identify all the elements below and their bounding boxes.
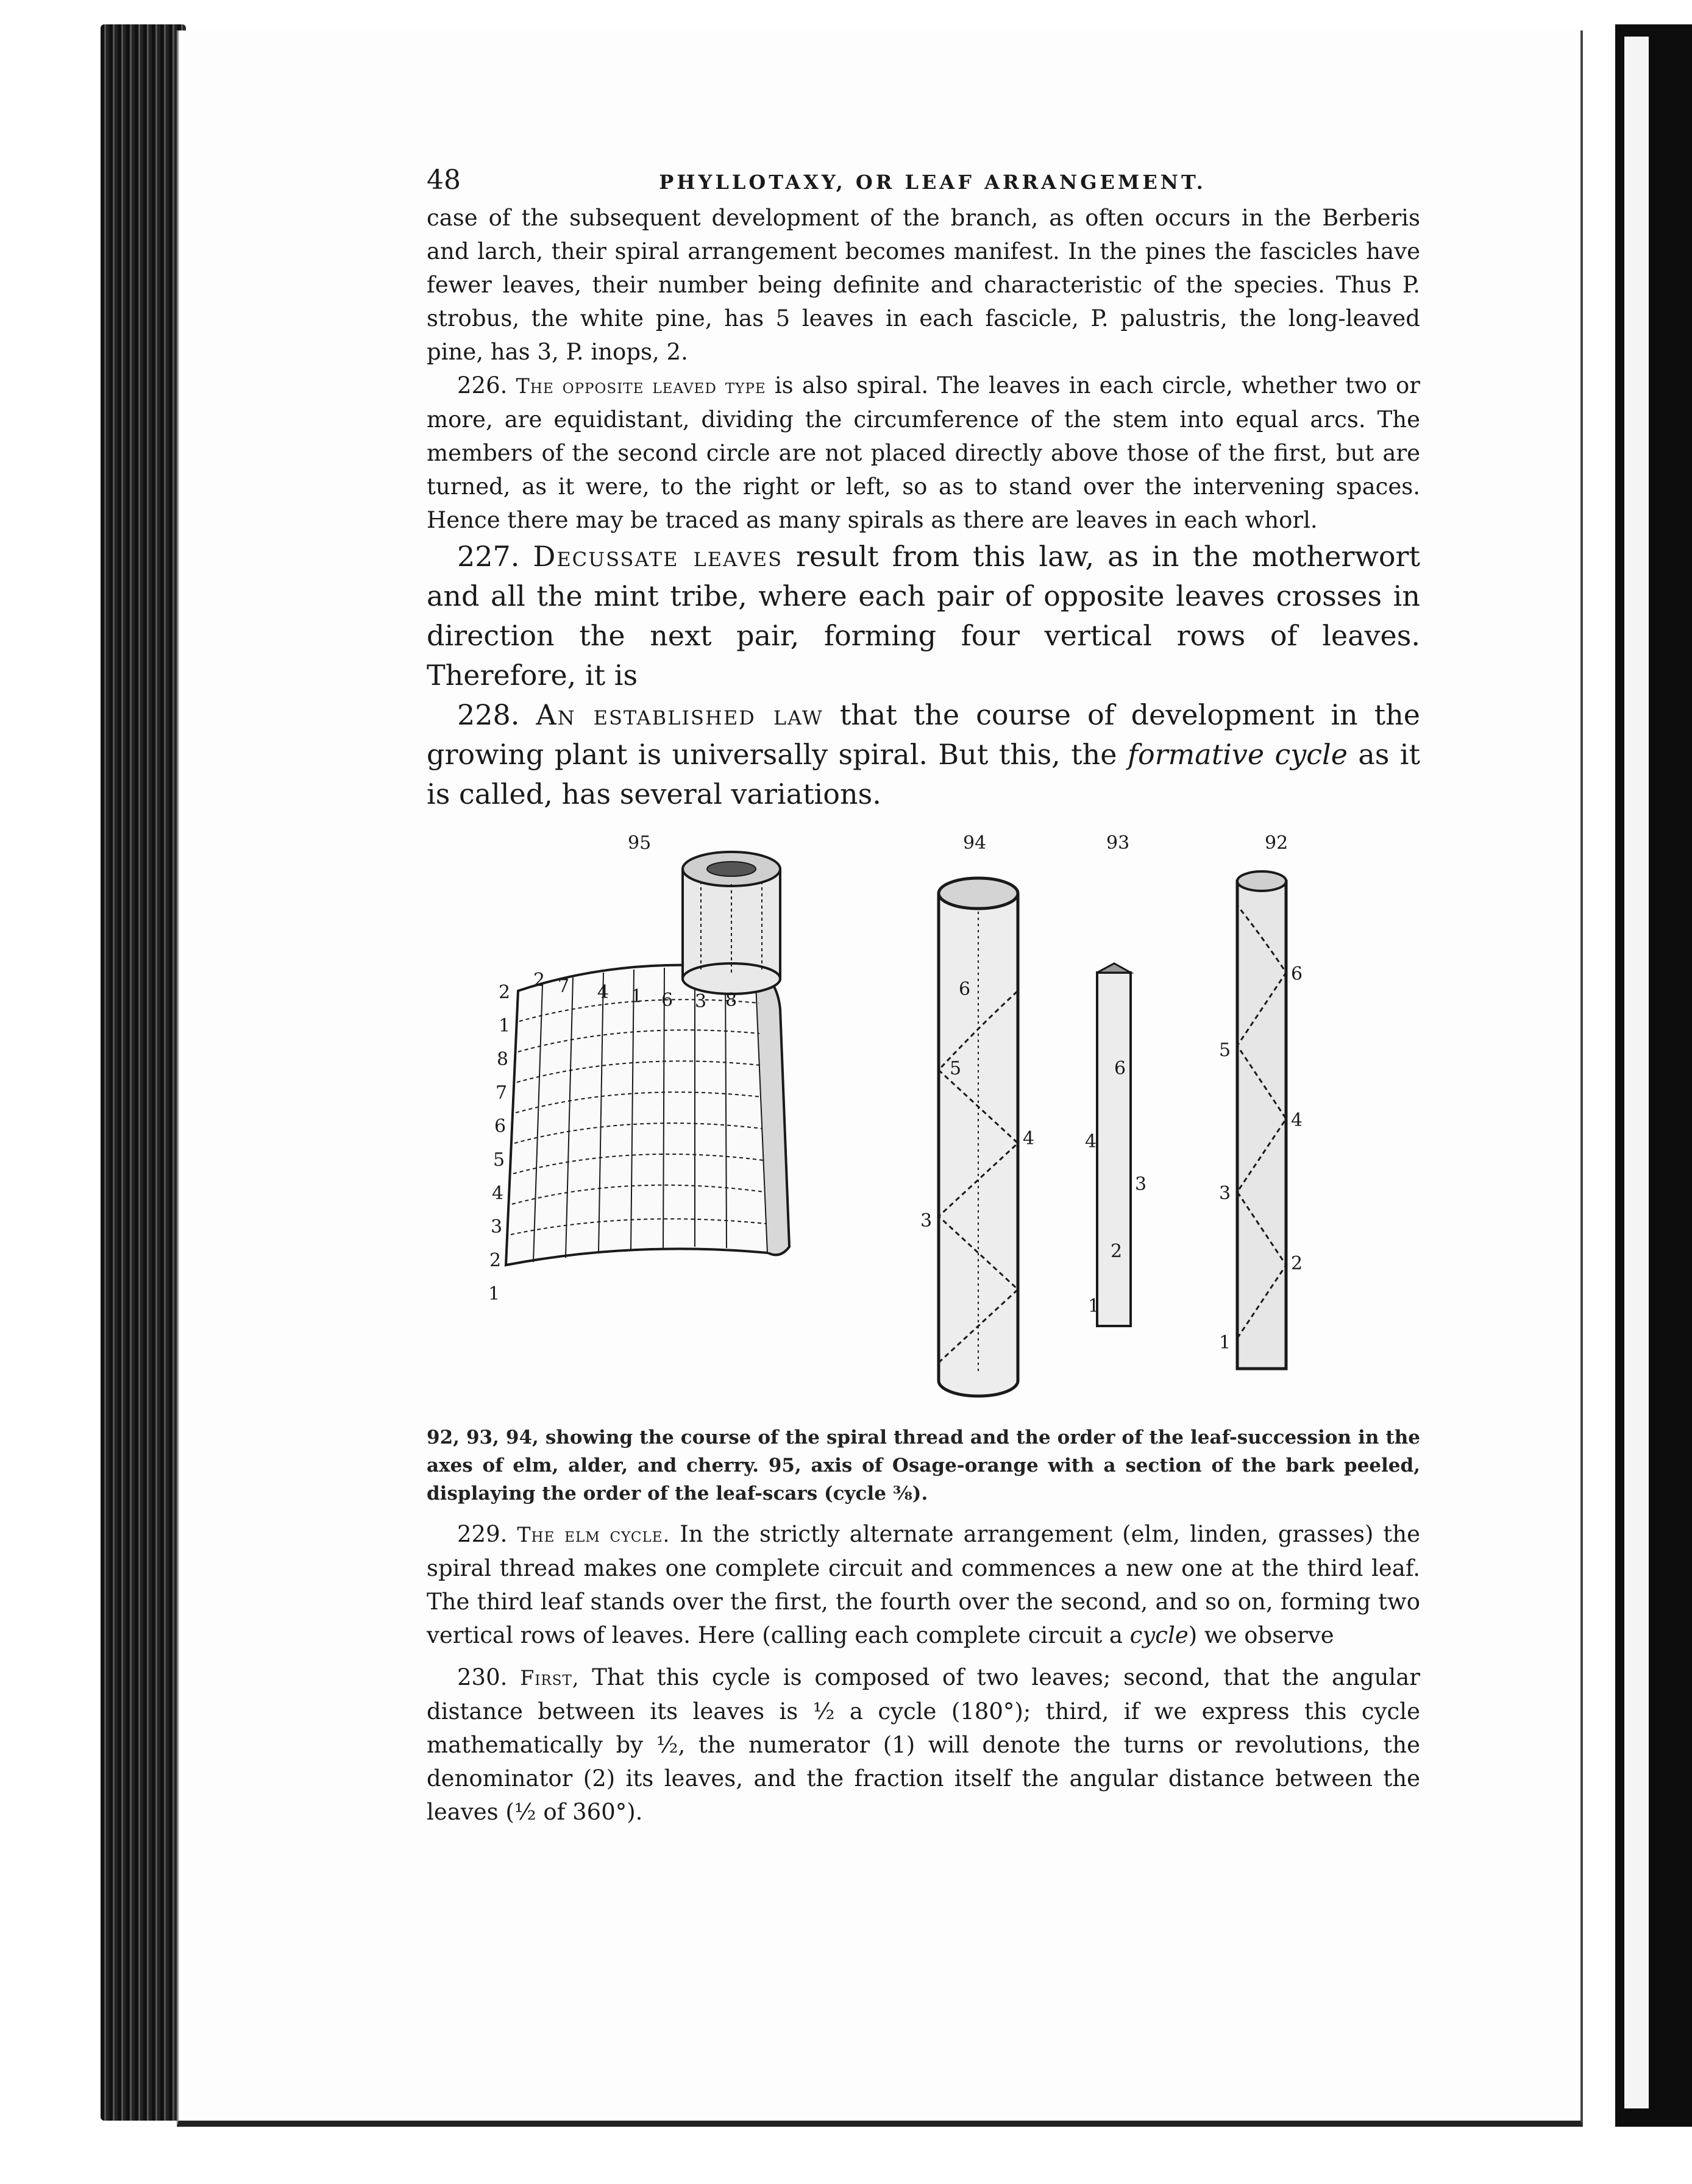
fig95-number: 6 [494, 1116, 507, 1137]
fig94-number: 5 [950, 1058, 962, 1079]
fig95-number: 7 [496, 1082, 508, 1104]
page-number: 48 [427, 165, 461, 196]
section-text: result from this law, as in the motherwort and all the mint tribe, where each pair of opposite leaves crosses in direction the next pair, forming four vertical rows of leaves. Therefore, it is [427, 540, 1420, 692]
fig92-number: 6 [1291, 963, 1303, 985]
fig95-number: 2 [499, 982, 511, 1003]
section-number: 229. [457, 1521, 508, 1547]
paragraph-226 [427, 369, 1420, 537]
fig93-number: 3 [1135, 1174, 1147, 1195]
fig95-number: 8 [725, 990, 738, 1011]
fig95-number: 3 [491, 1216, 503, 1238]
section-heading: An established law [536, 698, 823, 731]
fig95-number: 3 [695, 991, 707, 1012]
facing-page-strip [1624, 37, 1649, 2108]
fig93-number: 1 [1088, 1296, 1100, 1317]
figure-label-92: 92 [1265, 832, 1289, 854]
scan-margin-left [0, 0, 110, 2184]
figure-label-93: 93 [1106, 832, 1130, 854]
section-heading: The elm cycle. [517, 1523, 670, 1547]
section-text: as it is called, has several variations. [427, 738, 1420, 810]
book-spine-edge [101, 24, 186, 2121]
paragraph-intro: case of the subsequent development of the branch, as often occurs in the Berberis and larch, their spiral arrangement becomes manifest. In the pines the fascicles have fewer leaves, their number being definite and characteristic of the species. Thus P. strobus, the white pine, has 5 leaves in each fascicle, P. palustris, the long-leaved pine, has 3, P. inops, 2. [427, 205, 1420, 365]
fig95-number: 5 [493, 1149, 505, 1171]
section-text: ) we observe [1188, 1622, 1334, 1648]
fig92-number: 5 [1219, 1040, 1231, 1061]
italic-term: formative cycle [1127, 738, 1348, 771]
section-text: That this cycle is composed of two leaves; second, that the angular distance between its leaves is ½ a cycle (180°); third, if we express this cycle mathematically by ½, the numerator (1) will denote the turns or revolutions, the denominator (2) its leaves, and the fraction itself the angular distance between the leaves (½ of 360°). [427, 1664, 1420, 1825]
fig92-number: 4 [1291, 1110, 1303, 1131]
section-heading: First, [520, 1666, 580, 1690]
fig92-number: 1 [1219, 1332, 1231, 1353]
fig95-number: 1 [499, 1015, 511, 1037]
figure-label-94: 94 [963, 832, 987, 854]
italic-term: cycle [1129, 1622, 1189, 1648]
fig95-number: 4 [597, 982, 610, 1003]
paragraph-228 [427, 695, 1420, 814]
section-heading: Decussate leaves [533, 540, 783, 573]
section-text: that the course of development in the growing plant is universally spiral. But this, the [427, 698, 1420, 771]
figure-caption: 92, 93, 94, showing the course of the spiral thread and the order of the leaf-succession in the axes of elm, alder, and cherry. 95, axis of Osage-orange with a section of the bark peeled, displaying the order of the leaf-scars (cycle ⅜). [427, 1427, 1420, 1505]
running-title: PHYLLOTAXY, OR LEAF ARRANGEMENT. [659, 171, 1206, 194]
fig95-number: 1 [631, 986, 643, 1007]
section-number: 230. [457, 1664, 508, 1690]
paragraph-227 [427, 537, 1420, 695]
fig92-axis [1237, 871, 1286, 1369]
fig94-number: 6 [959, 979, 971, 1000]
fig93-number: 6 [1114, 1058, 1126, 1079]
fig95-bark-sheet [506, 965, 789, 1265]
figure-block [427, 826, 1420, 1424]
figure-label-95: 95 [628, 832, 652, 854]
section-number: 227. [457, 540, 520, 573]
fig93-number: 2 [1111, 1241, 1123, 1262]
page-content [427, 165, 1420, 1829]
section-text: In the strictly alternate arrangement (elm, linden, grasses) the spiral thread makes one complete circuit and commences a new one at the third leaf. The third leaf stands over the first, the fourth over the second, and so on, forming two vertical rows of leaves. Here (calling each complete circuit a [427, 1521, 1420, 1648]
running-head [427, 165, 1420, 201]
fig93-number: 4 [1085, 1131, 1097, 1152]
section-text: is also spiral. The leaves in each circle, whether two or more, are equidistant, dividing the circumference of the stem into equal arcs. The members of the second circle are not placed directly above those of the first, but are turned, as it were, to the right or left, so as to stand over the intervening spaces. Hence there may be traced as many spirals as there are leaves in each whorl. [427, 372, 1420, 533]
figure-illustration [427, 826, 1420, 1424]
fig93-axis [1097, 963, 1131, 1326]
fig95-number: 1 [488, 1283, 500, 1305]
fig92-number: 2 [1291, 1253, 1303, 1274]
section-number: 228. [457, 698, 520, 731]
fig95-number: 2 [489, 1250, 502, 1271]
fig95-number: 4 [492, 1183, 504, 1204]
fig94-axis [939, 878, 1018, 1396]
fig95-number: 2 [533, 970, 546, 991]
fig94-number: 3 [920, 1210, 933, 1232]
fig95-number: 8 [497, 1049, 509, 1070]
fig92-number: 3 [1219, 1183, 1231, 1204]
paragraph-230 [427, 1661, 1420, 1829]
fig95-number: 7 [558, 976, 570, 997]
fig95-stem-cylinder [683, 852, 780, 994]
paragraph-229 [427, 1517, 1420, 1652]
section-heading: The opposite leaved type [516, 374, 766, 398]
fig95-number: 6 [661, 990, 674, 1011]
section-number: 226. [457, 372, 508, 399]
fig94-number: 4 [1023, 1128, 1035, 1149]
